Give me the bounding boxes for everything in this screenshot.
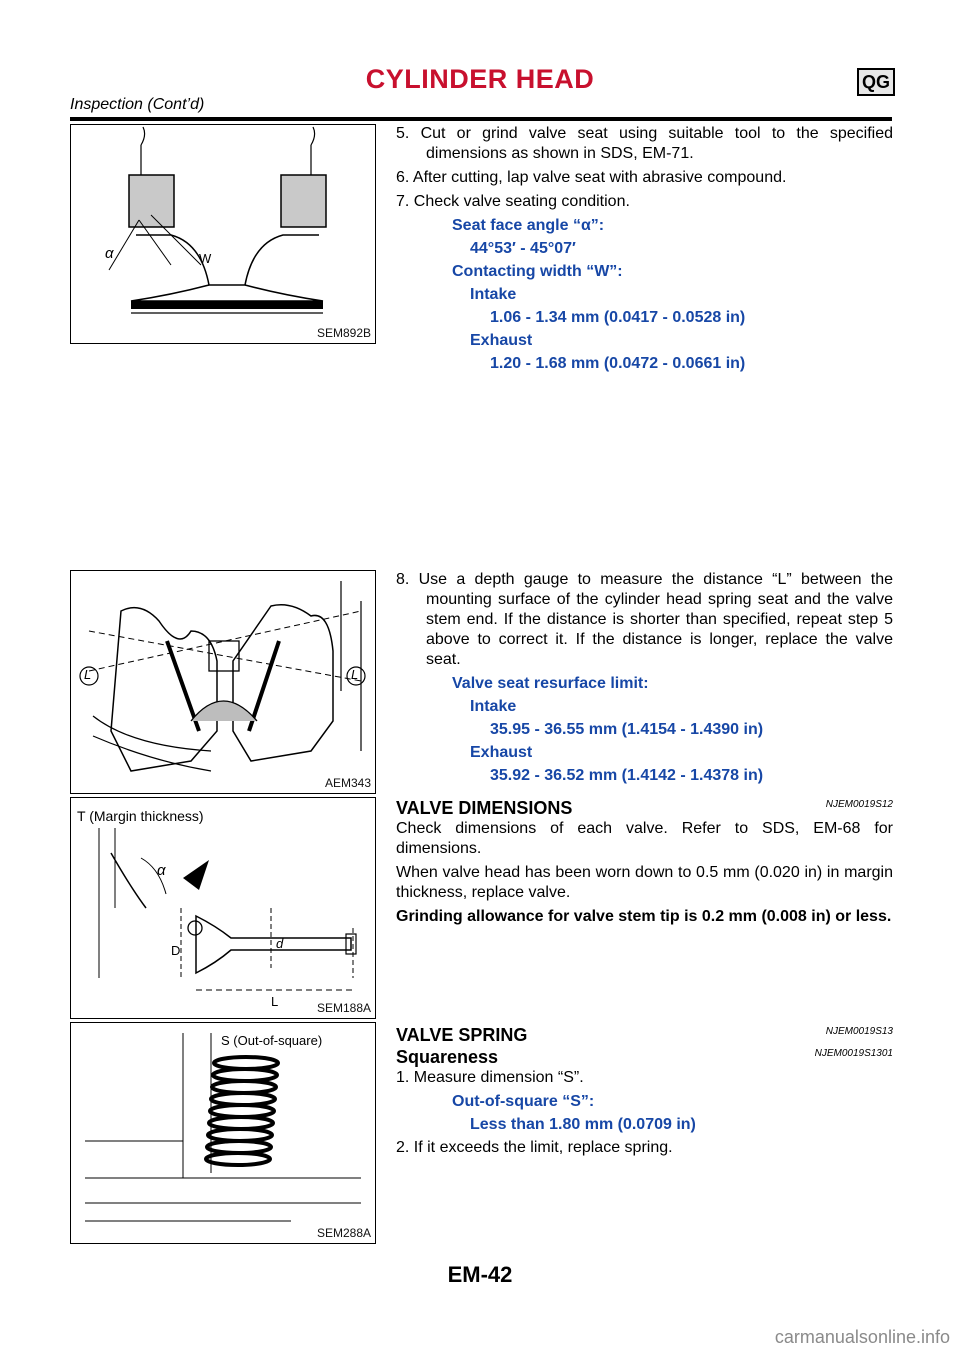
subsection-title-squareness <box>396 1046 893 1068</box>
out-of-square-spec-value: Less than 1.80 mm (0.0709 in) <box>470 1116 696 1133</box>
alpha-label: α <box>105 245 114 262</box>
section-code: NJEM0019S12 <box>825 799 893 810</box>
figure-id: SEM188A <box>316 1001 371 1015</box>
figure-cylinder-head <box>70 570 376 794</box>
step-8: 8. Use a depth gauge to measure the distance “L” between the mounting surface of the cylinder head spring seat and the valve stem end. If the distance is shorter than specified, repeat step 5 above to correct it. If the distance is longer, replace the valve seat. <box>396 571 893 668</box>
w-label: W <box>199 251 212 266</box>
cylinder-head-drawing <box>71 571 375 793</box>
figure-id: SEM892B <box>316 326 371 340</box>
l-right-label: L <box>351 667 359 682</box>
d-small-label: d <box>276 936 284 951</box>
section-title-text: VALVE SPRING <box>396 1025 528 1045</box>
step-6: 6. After cutting, lap valve seat with abrasive compound. <box>396 169 787 186</box>
d-big-label: D <box>171 943 181 958</box>
valve-dimensions-section <box>396 797 893 931</box>
valve-dimensions-drawing <box>71 798 375 1018</box>
figure-valve-seat <box>70 124 376 344</box>
page-subtitle: Inspection (Cont’d) <box>70 96 205 113</box>
l-left-label: L <box>84 667 92 682</box>
step-7: 7. Check valve seating condition. <box>396 193 630 210</box>
alpha-label: α <box>157 862 166 879</box>
spring-step-1: 1. Measure dimension “S”. <box>396 1069 584 1086</box>
exhaust-value: 1.20 - 1.68 mm (0.0472 - 0.0661 in) <box>490 355 746 372</box>
subsection-code: NJEM0019S1301 <box>814 1048 893 1059</box>
spring-coils <box>206 1057 278 1165</box>
page-title: CYLINDER HEAD <box>365 64 595 94</box>
section-title-valve-dimensions <box>396 797 893 819</box>
seat-angle-label: Seat face angle “α”: <box>452 217 605 234</box>
resurface-instructions <box>396 570 893 789</box>
spring-step-2: 2. If it exceeds the limit, replace spring. <box>396 1139 673 1156</box>
seat-angle-value: 44°53′ - 45°07′ <box>470 240 576 257</box>
intake-value: 1.06 - 1.34 mm (0.0417 - 0.0528 in) <box>490 309 746 326</box>
valve-spring-section <box>396 1024 893 1162</box>
figure-id: AEM343 <box>324 776 371 790</box>
resurface-exhaust-label: Exhaust <box>470 744 533 761</box>
exhaust-label: Exhaust <box>470 332 533 349</box>
page-number: EM-42 <box>447 1262 513 1287</box>
valve-dim-p1: Check dimensions of each valve. Refer to SDS, EM-68 for dimensions. <box>396 820 893 857</box>
margin-thickness-label: T (Margin thickness) <box>77 808 204 824</box>
section-title-text: VALVE DIMENSIONS <box>396 798 573 818</box>
seat-instructions <box>396 124 893 377</box>
valve-dim-p3: Grinding allowance for valve stem tip is 0.2 mm (0.008 in) or less. <box>396 908 892 925</box>
header-rule <box>70 117 892 121</box>
spring-squareness-drawing <box>71 1023 375 1243</box>
valve-dim-p2: When valve head has been worn down to 0.5 mm (0.020 in) in margin thickness, replace valve. <box>396 864 893 901</box>
watermark: carmanualsonline.info <box>774 1327 950 1347</box>
figure-valve-dimensions <box>70 797 376 1019</box>
valve-seat-drawing <box>71 125 375 343</box>
step-5: 5. Cut or grind valve seat using suitable tool to the specified dimensions as shown in SDS, EM-71. <box>396 125 893 162</box>
figure-id: SEM288A <box>316 1226 371 1240</box>
subsection-title-text: Squareness <box>396 1047 499 1067</box>
resurface-limit-label: Valve seat resurface limit: <box>452 675 649 692</box>
l-label: L <box>271 994 279 1009</box>
engine-badge: QG <box>857 68 895 96</box>
out-of-square-label: S (Out-of-square) <box>221 1033 323 1048</box>
resurface-intake-value: 35.95 - 36.55 mm (1.4154 - 1.4390 in) <box>490 721 764 738</box>
contact-width-label: Contacting width “W”: <box>452 263 623 280</box>
figure-spring-squareness <box>70 1022 376 1244</box>
resurface-intake-label: Intake <box>470 698 517 715</box>
intake-label: Intake <box>470 286 517 303</box>
section-code: NJEM0019S13 <box>825 1026 893 1037</box>
out-of-square-spec-label: Out-of-square “S”: <box>452 1093 595 1110</box>
resurface-exhaust-value: 35.92 - 36.52 mm (1.4142 - 1.4378 in) <box>490 767 764 784</box>
